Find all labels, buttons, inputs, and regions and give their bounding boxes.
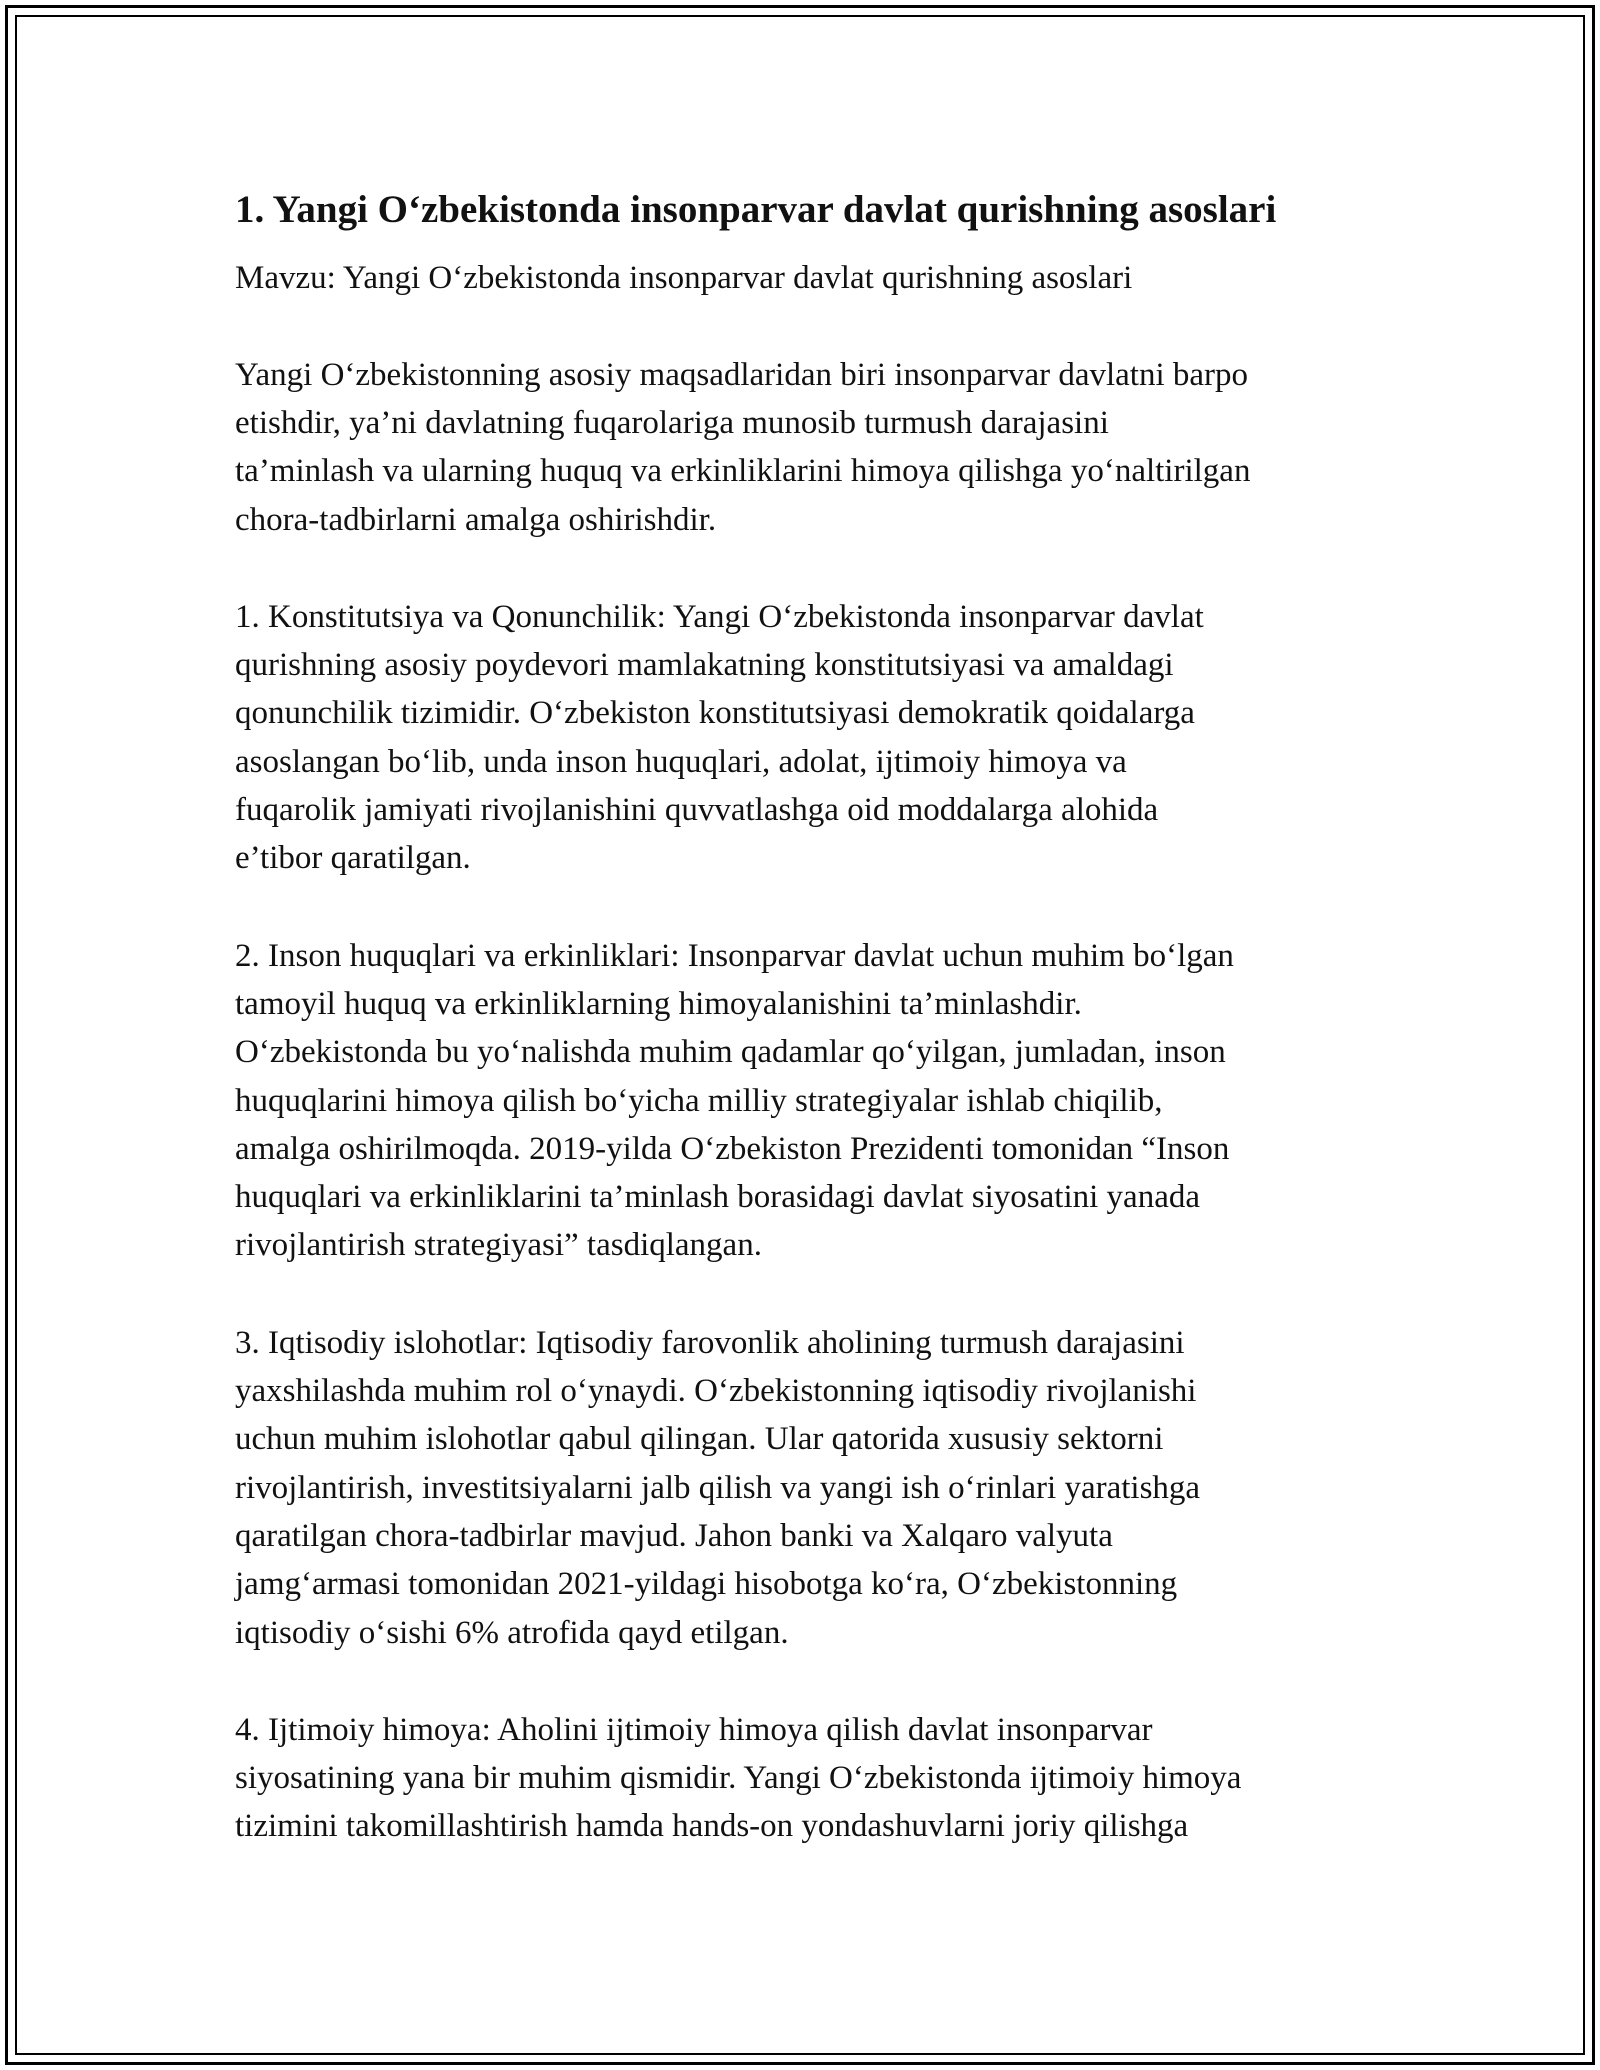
- text-line: qonunchilik tizimidir. O‘zbekiston konstitutsiyasi demokratik qoidalarga: [235, 695, 1195, 732]
- text-line: rivojlantirish, investitsiyalarni jalb qilish va yangi ish o‘rinlari yaratishga: [235, 1469, 1201, 1506]
- text-line: jamg‘armasi tomonidan 2021-yildagi hisobotga ko‘ra, O‘zbekistonning: [235, 1566, 1178, 1603]
- text-line: tizimini takomillashtirish hamda hands-on yondashuvlarni joriy qilishga: [235, 1808, 1189, 1845]
- text-line: iqtisodiy o‘sishi 6% atrofida qayd etilgan.: [235, 1614, 789, 1651]
- text-line: 2. Inson huquqlari va erkinliklari: Insonparvar davlat uchun muhim bo‘lgan: [235, 937, 1234, 974]
- text-line: etishdir, ya’ni davlatning fuqarolariga munosib turmush darajasini: [235, 404, 1109, 441]
- text-line: Yangi O‘zbekistonning asosiy maqsadlaridan biri insonparvar davlatni barpo: [235, 356, 1249, 393]
- document-title: 1. Yangi O‘zbekistonda insonparvar davlat qurishning asoslari: [235, 188, 1277, 231]
- document-body: [235, 185, 1385, 1900]
- paragraph-human-rights: [235, 932, 1385, 1270]
- text-line: 3. Iqtisodiy islohotlar: Iqtisodiy farovonlik aholining turmush darajasini: [235, 1324, 1185, 1361]
- text-line: qaratilgan chora-tadbirlar mavjud. Jahon banki va Xalqaro valyuta: [235, 1517, 1113, 1554]
- text-line: qurishning asosiy poydevori mamlakatning konstitutsiyasi va amaldagi: [235, 647, 1174, 684]
- text-line: huquqlari va erkinliklarini ta’minlash borasidagi davlat siyosatini yanada: [235, 1179, 1200, 1216]
- text-line: yaxshilashda muhim rol o‘ynaydi. O‘zbekistonning iqtisodiy rivojlanishi: [235, 1373, 1197, 1410]
- text-line: e’tibor qaratilgan.: [235, 840, 471, 877]
- paragraph-intro: [235, 351, 1385, 544]
- paragraph-constitution: [235, 593, 1385, 883]
- text-line: fuqarolik jamiyati rivojlanishini quvvatlashga oid moddalarga alohida: [235, 792, 1159, 829]
- text-line: amalga oshirilmoqda. 2019-yilda O‘zbekiston Prezidenti tomonidan “Inson: [235, 1130, 1230, 1167]
- text-line: uchun muhim islohotlar qabul qilingan. Ular qatorida xususiy sektorni: [235, 1421, 1164, 1458]
- paragraph-social-protection: [235, 1706, 1385, 1851]
- text-line: rivojlantirish strategiyasi” tasdiqlangan.: [235, 1227, 762, 1264]
- text-line: ta’minlash va ularning huquq va erkinliklarini himoya qilishga yo‘naltirilgan: [235, 453, 1251, 490]
- text-line: asoslangan bo‘lib, unda inson huquqlari, adolat, ijtimoiy himoya va: [235, 743, 1127, 780]
- text-line: chora-tadbirlarni amalga oshirishdir.: [235, 501, 717, 538]
- text-line: 4. Ijtimoiy himoya: Aholini ijtimoiy himoya qilish davlat insonparvar: [235, 1711, 1153, 1748]
- text-line: siyosatining yana bir muhim qismidir. Yangi O‘zbekistonda ijtimoiy himoya: [235, 1760, 1242, 1797]
- document-topic: Mavzu: Yangi O‘zbekistonda insonparvar davlat qurishning asoslari: [235, 259, 1133, 296]
- text-line: 1. Konstitutsiya va Qonunchilik: Yangi O‘zbekistonda insonparvar davlat: [235, 598, 1204, 635]
- text-line: tamoyil huquq va erkinliklarning himoyalanishini ta’minlashdir.: [235, 985, 1082, 1022]
- text-line: huquqlarini himoya qilish bo‘yicha milliy strategiyalar ishlab chiqilib,: [235, 1082, 1163, 1119]
- text-line: O‘zbekistonda bu yo‘nalishda muhim qadamlar qo‘yilgan, jumladan, inson: [235, 1034, 1226, 1071]
- paragraph-economic-reforms: [235, 1319, 1385, 1657]
